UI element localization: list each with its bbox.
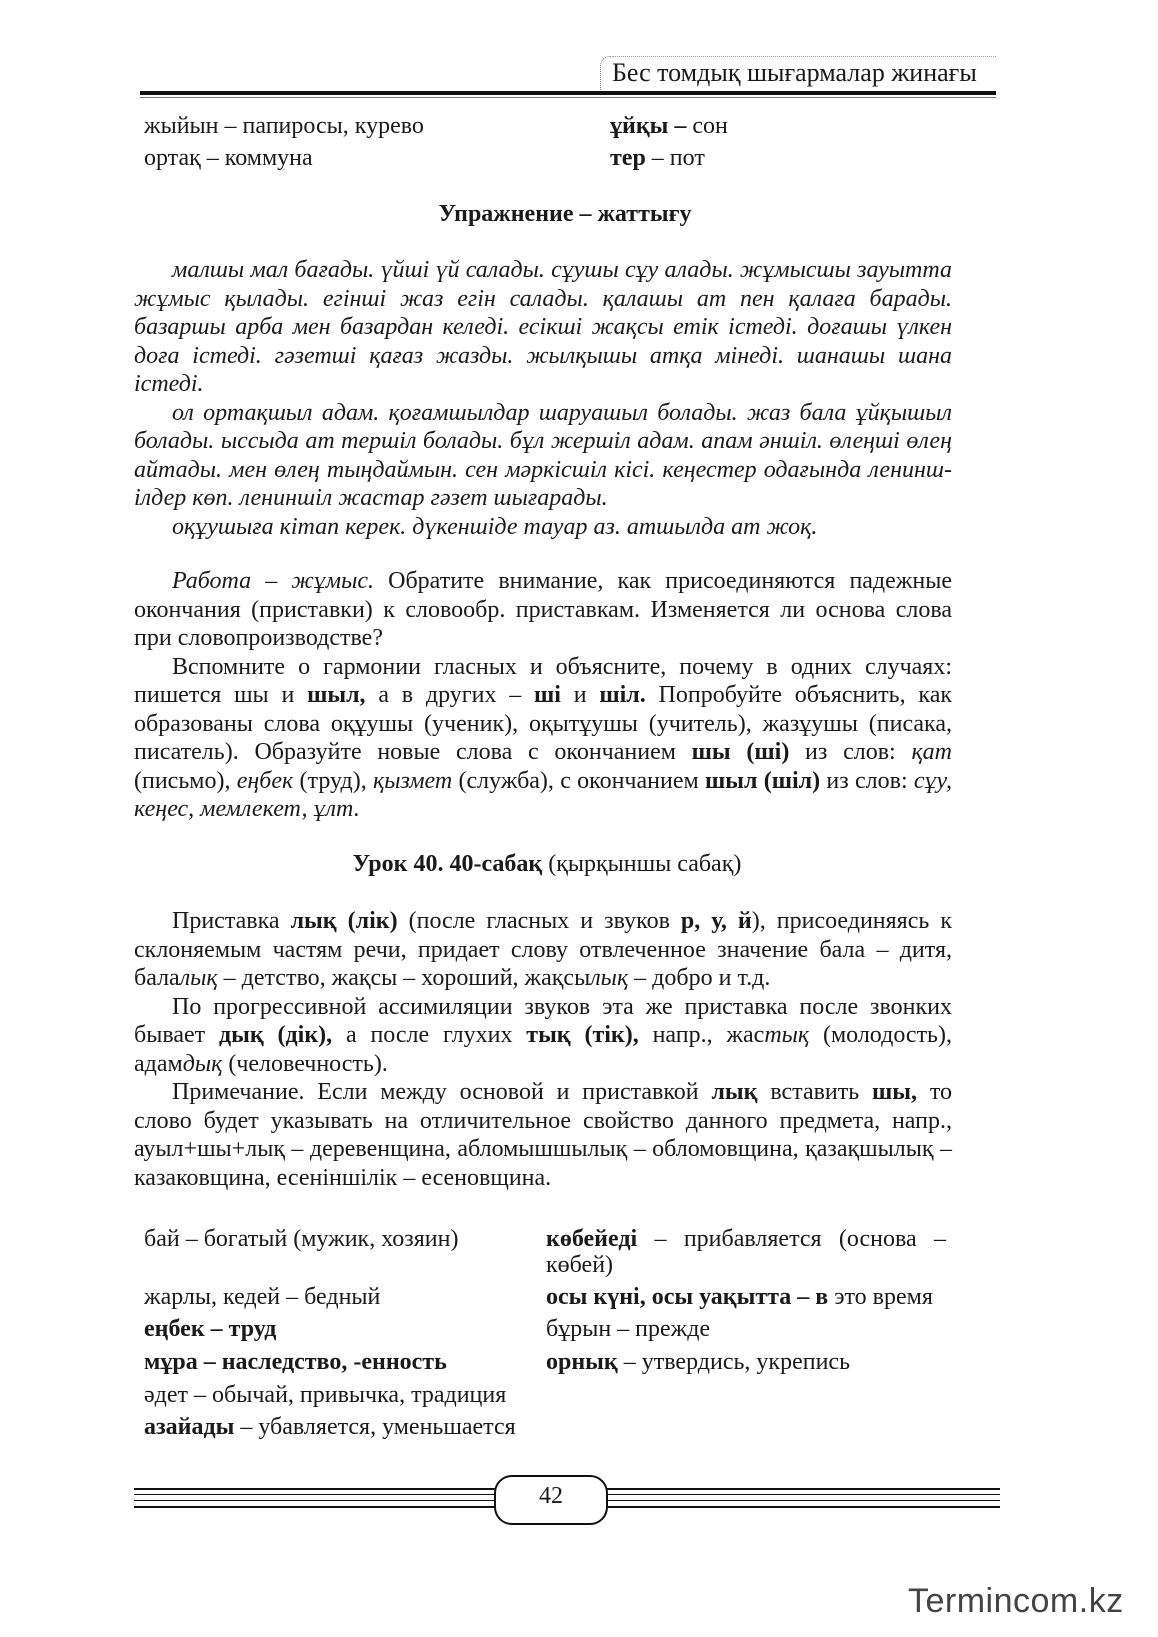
vocab-right-1: көбейеді – прибавляется (основа – көбей) — [546, 1226, 946, 1278]
lesson-paragraph-1: Приставка лық (лік) (после гласных и звуков р, у, й), присоединяясь к склоняемым частям речи, придает слову отвлеченное значение бала – дитя, балалық – детство, жақсы – хороший, жақсылық – добро и т.д. — [134, 908, 952, 991]
running-header-title: Бес томдық шығармалар жинағы — [612, 58, 977, 87]
vocab-top-right-2: тер – пот — [610, 145, 705, 171]
vocab-right-4: орнық – утвердись, укрепись — [546, 1349, 851, 1375]
header-ornament — [600, 56, 611, 93]
work-paragraph-2: Вспомните о гармонии гласных и объясните, почему в одних случаях: пишется шы и шыл, а в других – ші и шіл. Попробуйте объяснить, как образованы слова оқұушы (ученик), оқытұушы (учитель), жазұушы (писака, писатель). Образуйте новые слова с окончанием шы (ші) из слов: қат (письмо), еңбек (труд), қызмет (служба), с окончанием шыл (шіл) из слов: сұу, кеңес, мемлекет, ұлт. — [134, 653, 953, 822]
vocab-left-3: еңбек – труд — [144, 1316, 277, 1342]
header-rule — [140, 91, 996, 95]
exercise-body — [134, 256, 952, 541]
vocab-right-2: осы күні, осы уақытта – в это время — [546, 1284, 933, 1310]
vocab-left-5: әдет – обычай, привычка, традиция — [144, 1382, 507, 1408]
work-section — [134, 567, 952, 824]
vocab-top-right-1: ұйқы – сон — [610, 113, 728, 139]
lesson-paragraph-2: По прогрессивной ассимиляции звуков эта же приставка после звонких бывает дық (дік), а после глухих тық (тік), напр., жастық (молодость), адамдық (человечность). — [134, 993, 952, 1077]
work-paragraph-1: Работа – жұмыс. Обратите внимание, как присоединяются падежные окончания (приставки) к словообр. приставкам. Изменяется ли основа слова при словопроизводстве? — [134, 568, 953, 651]
vocab-left-4: мұра – наследство, -енность — [144, 1349, 447, 1375]
exercise-paragraph-1: малшы мал бағады. үйші үй салады. сұушы сұу алады. жұмысшы зауытта жұмыс қылады. егінші жаз егін салады. қалашы ат пен қалаға барады. базаршы арба мен базардан келеді. есікші жақсы етік істеді. доғашы үлкен доға істеді. гәзетші қағаз жазды. жылқышы атқа мінеді. шанашы шана істеді. — [134, 257, 952, 397]
exercise-title: Упражнение – жаттығу — [438, 201, 692, 227]
vocab-top-left-2: ортақ – коммуна — [144, 145, 313, 171]
vocab-left-2: жарлы, кедей – бедный — [144, 1284, 381, 1310]
vocab-left-1: бай – богатый (мужик, хозяин) — [144, 1226, 459, 1252]
header-hairline — [140, 97, 996, 98]
vocab-top-left-1: жыйын – папиросы, курево — [144, 113, 424, 139]
vocab-left-6: азайады – убавляется, уменьшается — [144, 1414, 516, 1440]
exercise-paragraph-2: ол ортақшыл адам. қоғамшылдар шаруашыл болады. жаз бала ұйқышыл болады. ыссыда ат тершіл болады. бұл жершіл адам. апам әншіл. өлеңші өлең айтады. мен өлең тыңдаймын. сен мәркісшіл кісі. кеңестер одағында лениншілдер көп. лениншіл жастар гәзет шығарады. — [134, 399, 952, 511]
watermark-logo: Termincom.kz — [908, 1582, 1124, 1620]
lesson-paragraph-3: Примечание. Если между основой и приставкой лық вставить шы, то слово будет указывать на отличительное свойство данного предмета, напр., ауыл+шы+лық – деревенщина, абломышшылық – обломовщина, қазақшылық – казаковщина, есенiншiлiк – есеновщина. — [134, 1079, 952, 1191]
lesson-title: Урок 40. 40-сабақ (қырқыншы сабақ) — [352, 851, 742, 877]
lesson-body — [134, 907, 952, 1192]
exercise-paragraph-3: оқұушыға кітап керек. дүкеншіде тауар аз. атшылда ат жоқ. — [172, 513, 818, 540]
page-number: 42 — [539, 1483, 563, 1509]
vocab-right-3: бұрын – прежде — [546, 1316, 711, 1342]
